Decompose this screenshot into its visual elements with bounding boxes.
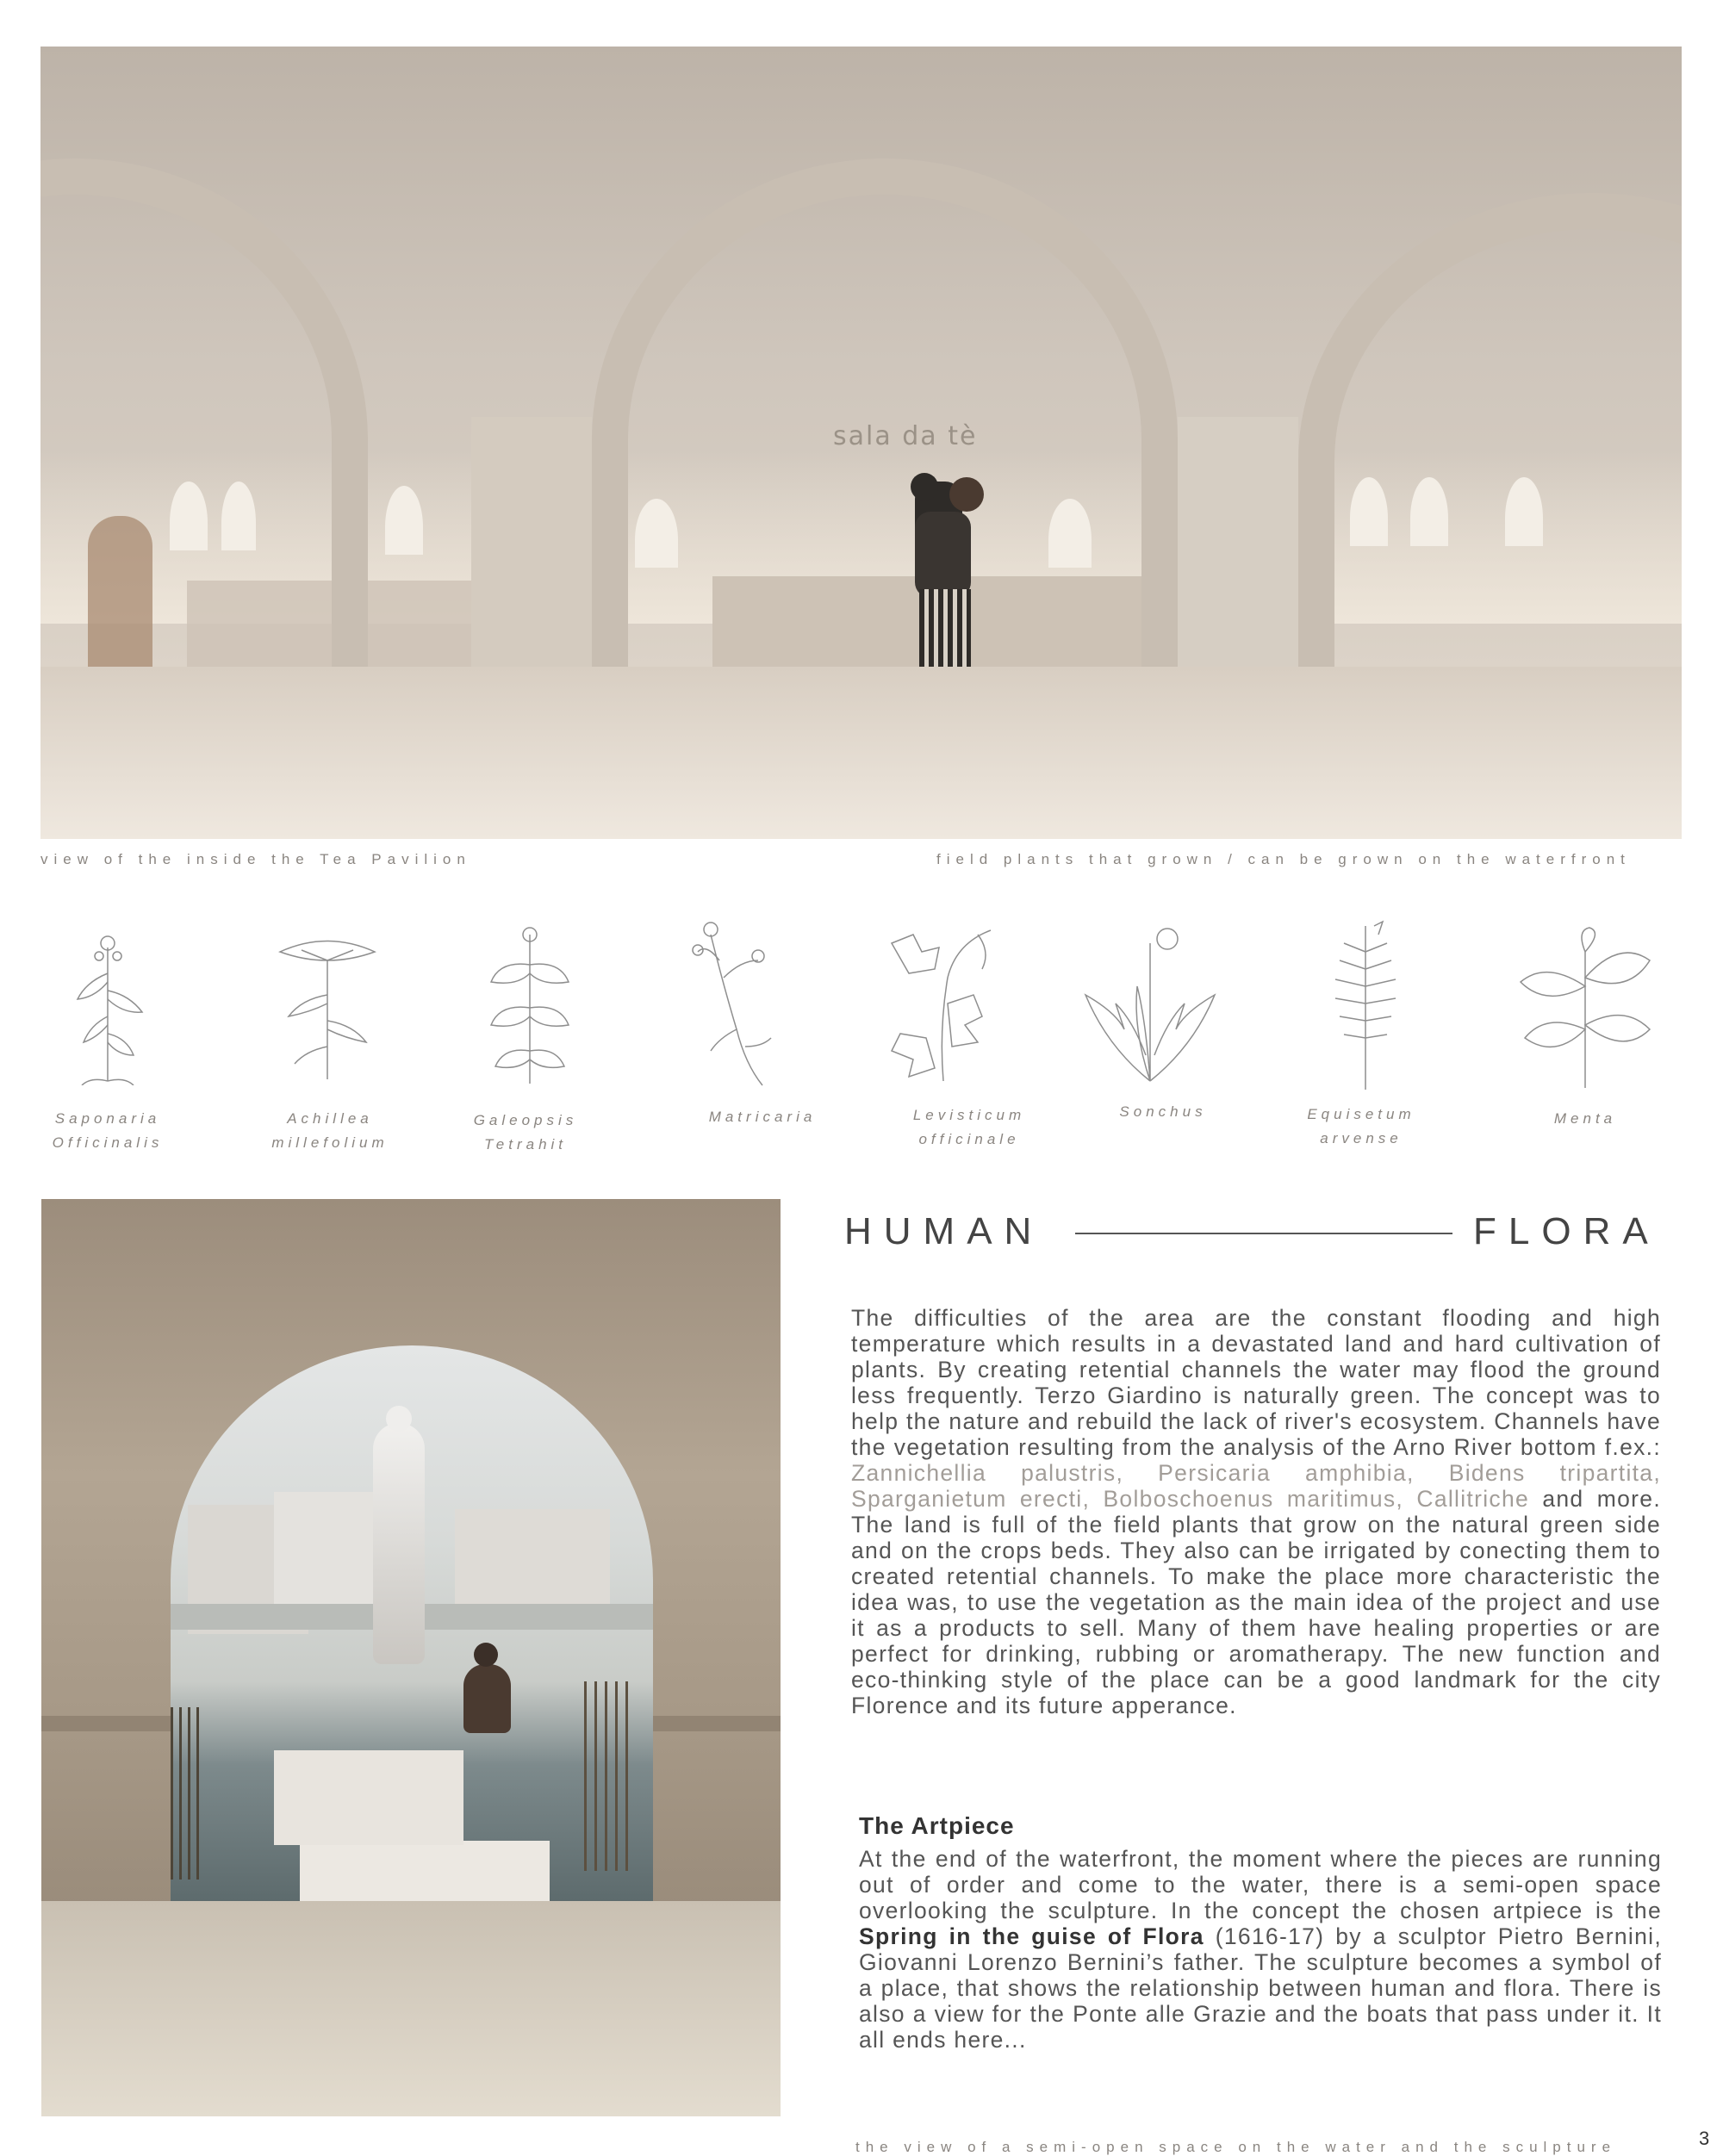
main-paragraph: The difficulties of the area are the constant flooding and high temperature which results in a devastated land and hard cultivation of plants. By creating retential channels the water may flood the ground less frequently. Terzo Giardino is naturally green. The concept was to help the nature and rebuild the lack of river's ecosystem. Channels have the vegetation resulting from the analysis of the Arno River bottom f.ex.: Zannichellia palustris, Persicaria amphibia, Bidens tripartita, Sparganietum erecti, Bolboschoenus maritimus, Callitriche and more. The land is full of the field plants that grow on the natural green side and on the crops beds. They also can be irrigated by conecting them to created retential channels. To make the place more characteristic the idea was, to use the vegetation as the main idea of the project and use it as a products to sell. Many of them have healing properties or are perfect for drinking, rubbing or aromatherapy. The new function and eco-thinking style of the place can be a good landmark for the city Florence and its future apperance. [851,1305,1661,1718]
plant-name-levisticum: Levisticum officinale [912,1107,1026,1147]
artpiece-heading: The Artpiece [859,1812,1015,1839]
page-number: 3 [1699,2128,1710,2149]
saponaria-illustration [52,922,164,1085]
plant-name-sonchus: Sonchus [1119,1103,1207,1120]
caption-tea-pavilion: view of the inside the Tea Pavilion [40,851,471,867]
levisticum-illustration [874,917,1004,1085]
plant-name-matricaria: Matricaria [708,1109,817,1125]
caption-semi-open-space: the view of a semi-open space on the water and the sculpture [855,2139,1617,2155]
caption-field-plants: field plants that grown / can be grown on the waterfront [936,851,1631,867]
title-divider [1075,1233,1452,1234]
plant-name-menta: Menta [1553,1110,1617,1127]
tea-pavilion-render [40,47,1682,839]
equisetum-illustration [1318,917,1413,1094]
galeopsis-illustration [478,922,582,1085]
title-human: HUMAN [844,1210,1044,1252]
semi-open-space-render [41,1199,781,2116]
plant-name-galeopsis: Galeopsis Tetrahit [473,1112,578,1153]
matricaria-illustration [685,917,780,1090]
plant-name-saponaria: Saponaria Officinalis [52,1110,164,1151]
menta-illustration [1512,926,1658,1090]
artwork-title: Spring in the guise of Flora [859,1923,1204,1949]
achillea-illustration [263,926,392,1081]
artpiece-paragraph: At the end of the waterfront, the moment where the pieces are running out of order and come to the water, there is a semi-open space overlooking the sculpture. In the concept the chosen artpiece is the Spring in the guise of Flora (1616-17) by a sculptor Pietro Bernini, Giovanni Lorenzo Bernini’s father. The sculpture becomes a symbol of a place, that shows the relationship between human and flora. There is also a view for the Ponte alle Grazie and the boats that pass under it. It all ends here... [859,1846,1663,2053]
title-flora: FLORA [1473,1210,1660,1252]
species-list: Zannichellia palustris, Persicaria amphibia, Bidens tripartita, Sparganietum erecti, Bolboschoenus maritimus, Callitriche [851,1460,1661,1512]
plant-name-equisetum: Equisetum arvense [1307,1106,1415,1146]
tea-room-sign: sala da tè [833,421,978,451]
sonchus-illustration [1077,922,1223,1085]
plant-name-achillea: Achillea millefolium [271,1110,389,1151]
